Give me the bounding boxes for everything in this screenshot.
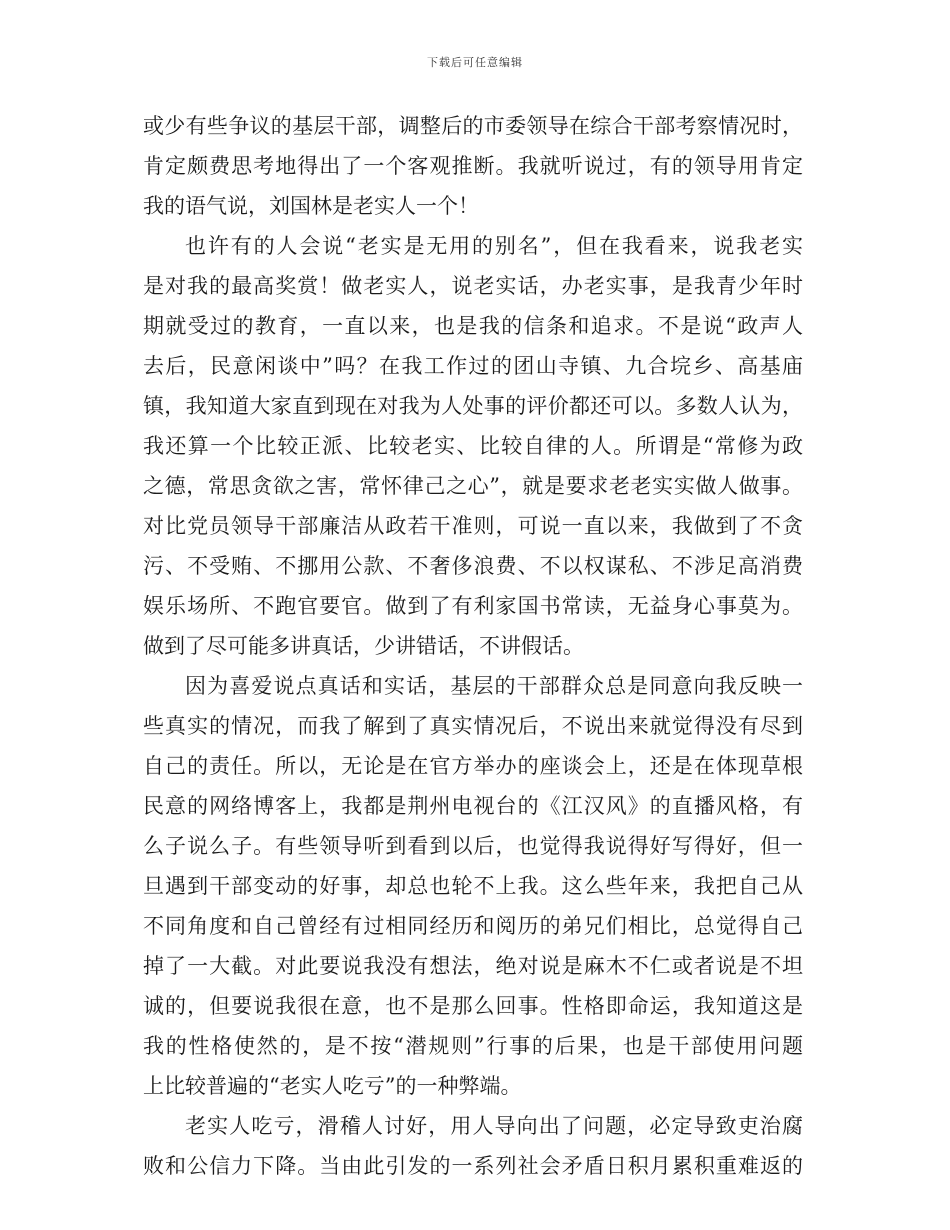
text-line: 老实人吃亏，滑稽人讨好，用人导向出了问题，必定导致吏治腐 <box>185 1114 803 1138</box>
text-line: 做到了尽可能多讲真话，少讲错话，不讲假话。 <box>143 634 584 658</box>
text-line: 之德，常思贪欲之害，常怀律己之心”，就是要求老老实实做人做事。 <box>143 474 803 498</box>
text-line: 肯定颇费思考地得出了一个客观推断。我就听说过，有的领导用肯定 <box>143 154 803 178</box>
text-line: 旦遇到干部变动的好事，却总也轮不上我。这么些年来，我把自己从 <box>143 874 803 898</box>
text-line: 因为喜爱说点真话和实话，基层的干部群众总是同意向我反映一 <box>185 674 803 698</box>
text-line: 也许有的人会说“老实是无用的别名”，但在我看来，说我老实 <box>185 234 803 258</box>
text-line: 掉了一大截。对此要说我没有想法，绝对说是麻木不仁或者说是不坦 <box>143 954 803 978</box>
text-line: 不同角度和自己曾经有过相同经历和阅历的弟兄们相比，总觉得自己 <box>143 914 803 938</box>
text-line: 期就受过的教育，一直以来，也是我的信条和追求。不是说“政声人 <box>143 314 803 338</box>
page-header: 下载后可任意编辑 <box>427 56 523 69</box>
text-line: 对比党员领导干部廉洁从政若干准则，可说一直以来，我做到了不贪 <box>143 514 803 538</box>
text-line: 么子说么子。有些领导听到看到以后，也觉得我说得好写得好，但一 <box>143 834 803 858</box>
text-line: 些真实的情况，而我了解到了真实情况后，不说出来就觉得没有尽到 <box>143 714 803 738</box>
text-line: 我的性格使然的，是不按“潜规则”行事的后果，也是干部使用问题 <box>143 1034 803 1058</box>
text-line: 是对我的最高奖赏！做老实人，说老实话，办老实事，是我青少年时 <box>143 274 803 298</box>
text-line: 诚的，但要说我很在意，也不是那么回事。性格即命运，我知道这是 <box>143 994 803 1018</box>
body-text <box>143 106 803 1186</box>
text-line: 去后，民意闲谈中”吗？在我工作过的团山寺镇、九合垸乡、高基庙 <box>143 354 803 378</box>
text-line: 民意的网络博客上，我都是荆州电视台的《江汉风》的直播风格，有 <box>143 794 803 818</box>
text-line: 自己的责任。所以，无论是在官方举办的座谈会上，还是在体现草根 <box>143 754 803 778</box>
text-line: 我还算一个比较正派、比较老实、比较自律的人。所谓是“常修为政 <box>143 434 803 458</box>
text-line: 镇，我知道大家直到现在对我为人处事的评价都还可以。多数人认为， <box>143 394 803 418</box>
text-line: 上比较普遍的“老实人吃亏”的一种弊端。 <box>143 1074 522 1098</box>
text-line: 我的语气说，刘国林是老实人一个！ <box>143 194 479 218</box>
text-line: 娱乐场所、不跑官要官。做到了有利家国书常读，无益身心事莫为。 <box>143 594 803 618</box>
text-line: 或少有些争议的基层干部，调整后的市委领导在综合干部考察情况时， <box>143 114 803 138</box>
text-line: 污、不受贿、不挪用公款、不奢侈浪费、不以权谋私、不涉足高消费 <box>143 554 803 578</box>
text-line: 败和公信力下降。当由此引发的一系列社会矛盾日积月累积重难返的 <box>143 1154 803 1178</box>
